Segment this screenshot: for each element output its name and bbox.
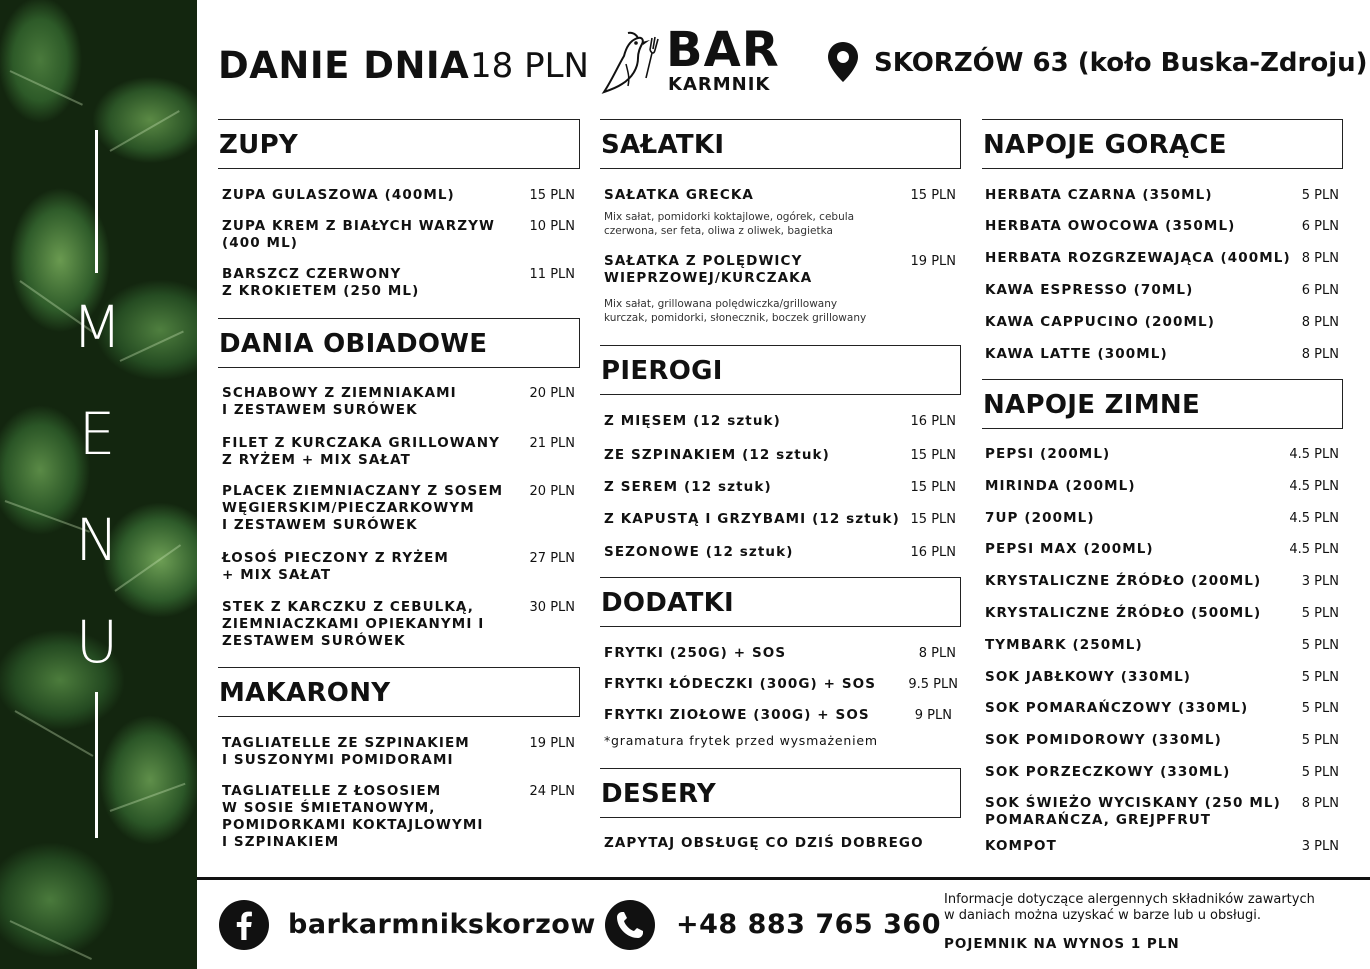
phone-icon[interactable] bbox=[605, 900, 655, 950]
item-price: 15 PLN bbox=[910, 188, 956, 203]
address: SKORZÓW 63 (koło Buska-Zdroju) bbox=[874, 48, 1368, 78]
leaf-background-panel bbox=[0, 0, 197, 969]
item-price: 20 PLN bbox=[529, 484, 575, 499]
item-name: HERBATA OWOCOWA (350ML) bbox=[985, 218, 1236, 234]
menu-item bbox=[604, 645, 956, 665]
takeaway-container-fee: POJEMNIK NA WYNOS 1 PLN bbox=[944, 936, 1180, 952]
menu-item bbox=[604, 447, 956, 467]
leaf-vein bbox=[110, 110, 180, 152]
item-price: 15 PLN bbox=[910, 448, 956, 463]
section-dania-obiadowe bbox=[218, 318, 580, 368]
section-makarony bbox=[218, 667, 580, 717]
item-name: KAWA LATTE (300ML) bbox=[985, 346, 1168, 362]
item-price: 5 PLN bbox=[1301, 765, 1339, 780]
item-description: Mix sałat, pomidorki koktajlowe, ogórek, cebula czerwona, ser feta, oliwa z oliwek, bagietka bbox=[604, 211, 855, 237]
item-description: Mix sałat, grillowana polędwiczka/grillowany kurczak, pomidorki, słonecznik, boczek grillowany bbox=[604, 298, 867, 324]
item-price: 4.5 PLN bbox=[1289, 542, 1339, 557]
item-name: TAGLIATELLE Z ŁOSOSIEM W SOSIE ŚMIETANOWYM, POMIDORKAMI KOKTAJLOWYMI I SZPINAKIEM bbox=[222, 783, 484, 850]
menu-item bbox=[985, 187, 1339, 207]
section-title: DODATKI bbox=[601, 588, 735, 618]
item-name: TYMBARK (250ML) bbox=[985, 637, 1143, 653]
item-name: PLACEK ZIEMNIACZANY Z SOSEM WĘGIERSKIM/PIECZARKOWYM I ZESTAWEM SURÓWEK bbox=[222, 483, 504, 533]
item-name: ZUPA GULASZOWA (400ML) bbox=[222, 187, 455, 203]
item-price: 15 PLN bbox=[910, 512, 956, 527]
item-price: 5 PLN bbox=[1301, 733, 1339, 748]
item-name: SAŁATKA GRECKA bbox=[604, 187, 754, 203]
item-name: FRYTKI ZIOŁOWE (300G) + SOS bbox=[604, 707, 870, 723]
item-name: STEK Z KARCZKU Z CEBULKĄ, ZIEMNIACZKAMI OPIEKANYMI I ZESTAWEM SURÓWEK bbox=[222, 599, 485, 649]
item-name: HERBATA CZARNA (350ML) bbox=[985, 187, 1213, 203]
phone-number[interactable]: +48 883 765 360 bbox=[676, 909, 941, 940]
menu-item bbox=[222, 435, 575, 471]
leaf-vein bbox=[110, 783, 186, 812]
menu-item bbox=[985, 795, 1339, 831]
item-price: 30 PLN bbox=[529, 600, 575, 615]
logo-karmnik-text: KARMNIK bbox=[668, 74, 771, 95]
section-title: PIEROGI bbox=[601, 356, 723, 386]
menu-item bbox=[604, 544, 956, 564]
item-name: KOMPOT bbox=[985, 838, 1057, 854]
menu-item bbox=[222, 735, 575, 771]
item-price: 27 PLN bbox=[529, 551, 575, 566]
item-name: Z MIĘSEM (12 sztuk) bbox=[604, 413, 781, 429]
section-zupy bbox=[218, 119, 580, 169]
item-price: 16 PLN bbox=[910, 414, 956, 429]
bird-logo-icon bbox=[598, 28, 664, 96]
item-name: Z KAPUSTĄ I GRZYBAMI (12 sztuk) bbox=[604, 511, 900, 527]
menu-item bbox=[985, 700, 1339, 720]
item-name: FRYTKI ŁÓDECZKI (300G) + SOS bbox=[604, 676, 877, 692]
menu-item bbox=[222, 483, 575, 537]
allergen-info: Informacje dotyczące alergennych składników zawartych w daniach można uzyskać w barze lub u obsługi. bbox=[944, 892, 1315, 923]
item-name: SOK ŚWIEŻO WYCISKANY (250 ML) POMARAŃCZA, GREJPFRUT bbox=[985, 795, 1281, 828]
section-title: ZUPY bbox=[219, 130, 299, 160]
menu-letter: U bbox=[75, 608, 119, 676]
menu-item bbox=[985, 637, 1339, 657]
menu-letter: E bbox=[78, 400, 116, 468]
leaf-vein bbox=[15, 710, 94, 757]
menu-item bbox=[985, 510, 1339, 530]
item-price: 11 PLN bbox=[529, 267, 575, 282]
menu-item bbox=[985, 605, 1339, 625]
section-title: DESERY bbox=[601, 779, 717, 809]
item-name: SOK POMARAŃCZOWY (330ML) bbox=[985, 700, 1249, 716]
item-name: TAGLIATELLE ZE SZPINAKIEM I SUSZONYMI POMIDORAMI bbox=[222, 735, 470, 768]
facebook-icon[interactable] bbox=[219, 900, 269, 950]
item-price: 9 PLN bbox=[914, 708, 952, 723]
item-price: 15 PLN bbox=[910, 480, 956, 495]
item-name: ZE SZPINAKIEM (12 sztuk) bbox=[604, 447, 830, 463]
menu-letter: N bbox=[75, 506, 119, 574]
item-price: 5 PLN bbox=[1301, 188, 1339, 203]
item-price: 4.5 PLN bbox=[1289, 511, 1339, 526]
menu-item bbox=[222, 599, 575, 653]
item-name: SCHABOWY Z ZIEMNIAKAMI I ZESTAWEM SURÓWEK bbox=[222, 385, 457, 418]
menu-item bbox=[222, 266, 575, 302]
section-title: SAŁATKI bbox=[601, 130, 725, 160]
item-name: ZUPA KREM Z BIAŁYCH WARZYW (400 ML) bbox=[222, 218, 495, 251]
item-name: SAŁATKA Z POLĘDWICY WIEPRZOWEJ/KURCZAKA bbox=[604, 253, 813, 286]
menu-item bbox=[985, 732, 1339, 752]
item-price: 21 PLN bbox=[529, 436, 575, 451]
menu-letter: M bbox=[71, 293, 123, 361]
item-price: 15 PLN bbox=[529, 188, 575, 203]
item-name: ŁOSOŚ PIECZONY Z RYŻEM + MIX SAŁAT bbox=[222, 550, 449, 583]
menu-item bbox=[985, 218, 1339, 238]
menu-item bbox=[604, 187, 956, 207]
menu-item bbox=[985, 250, 1339, 270]
menu-divider-line bbox=[95, 130, 98, 273]
menu-item bbox=[222, 385, 575, 421]
section-salatki bbox=[600, 119, 961, 169]
item-price: 19 PLN bbox=[910, 254, 956, 269]
menu-item bbox=[604, 253, 956, 289]
menu-item bbox=[222, 218, 575, 254]
item-price: 5 PLN bbox=[1301, 701, 1339, 716]
item-name: FRYTKI (250G) + SOS bbox=[604, 645, 787, 661]
menu-item bbox=[604, 707, 952, 727]
item-name: PEPSI MAX (200ML) bbox=[985, 541, 1154, 557]
menu-item bbox=[985, 446, 1339, 466]
menu-item bbox=[985, 764, 1339, 784]
item-price: 5 PLN bbox=[1301, 670, 1339, 685]
item-name: BARSZCZ CZERWONY Z KROKIETEM (250 ML) bbox=[222, 266, 420, 299]
item-name: Z SEREM (12 sztuk) bbox=[604, 479, 772, 495]
item-price: 3 PLN bbox=[1301, 839, 1339, 854]
item-price: 8 PLN bbox=[1301, 251, 1339, 266]
item-price: 19 PLN bbox=[529, 736, 575, 751]
facebook-handle[interactable]: barkarmnikskorzow bbox=[288, 909, 596, 940]
item-name: SOK PORZECZKOWY (330ML) bbox=[985, 764, 1231, 780]
section-title: MAKARONY bbox=[219, 678, 391, 708]
menu-item bbox=[222, 550, 575, 586]
leaf-vein bbox=[10, 70, 83, 106]
menu-item bbox=[604, 479, 956, 499]
item-name: MIRINDA (200ML) bbox=[985, 478, 1136, 494]
menu-item bbox=[985, 282, 1339, 302]
menu-item bbox=[222, 783, 575, 855]
footer-divider bbox=[197, 877, 1370, 880]
item-price: 24 PLN bbox=[529, 784, 575, 799]
item-price: 6 PLN bbox=[1301, 283, 1339, 298]
item-price: 8 PLN bbox=[1301, 796, 1339, 811]
section-title: NAPOJE GORĄCE bbox=[983, 130, 1227, 160]
item-price: 8 PLN bbox=[918, 646, 956, 661]
item-price: 6 PLN bbox=[1301, 219, 1339, 234]
item-price: 5 PLN bbox=[1301, 638, 1339, 653]
item-name: ZAPYTAJ OBSŁUGĘ CO DZIŚ DOBREGO bbox=[604, 835, 924, 851]
item-name: PEPSI (200ML) bbox=[985, 446, 1111, 462]
item-name: SEZONOWE (12 sztuk) bbox=[604, 544, 794, 560]
item-price: 4.5 PLN bbox=[1289, 447, 1339, 462]
menu-item bbox=[985, 346, 1339, 366]
daily-dish-title: DANIE DNIA bbox=[218, 44, 470, 87]
menu-item bbox=[604, 511, 956, 531]
item-price: 16 PLN bbox=[910, 545, 956, 560]
item-price: 20 PLN bbox=[529, 386, 575, 401]
item-price: 3 PLN bbox=[1301, 574, 1339, 589]
item-name: FILET Z KURCZAKA GRILLOWANY Z RYŻEM + MIX SAŁAT bbox=[222, 435, 501, 468]
section-desery bbox=[600, 768, 961, 818]
menu-item bbox=[985, 573, 1339, 593]
dessert-note bbox=[604, 835, 956, 855]
section-pierogi bbox=[600, 345, 961, 395]
item-price: 8 PLN bbox=[1301, 315, 1339, 330]
section-title: DANIA OBIADOWE bbox=[219, 329, 488, 359]
menu-item bbox=[985, 314, 1339, 334]
menu-item bbox=[222, 187, 575, 207]
bar-karmnik-logo bbox=[598, 22, 803, 96]
item-price: 5 PLN bbox=[1301, 606, 1339, 621]
item-name: KRYSTALICZNE ŹRÓDŁO (500ML) bbox=[985, 605, 1262, 621]
section-title: NAPOJE ZIMNE bbox=[983, 390, 1201, 420]
item-price: 4.5 PLN bbox=[1289, 479, 1339, 494]
menu-item bbox=[985, 541, 1339, 561]
item-name: KAWA ESPRESSO (70ML) bbox=[985, 282, 1194, 298]
item-name: KAWA CAPPUCINO (200ML) bbox=[985, 314, 1216, 330]
section-dodatki bbox=[600, 577, 961, 627]
menu-item bbox=[604, 413, 956, 433]
logo-bar-text: BAR bbox=[666, 22, 780, 78]
item-name: HERBATA ROZGRZEWAJĄCA (400ML) bbox=[985, 250, 1291, 266]
leaf-vein bbox=[10, 920, 92, 960]
item-name: 7UP (200ML) bbox=[985, 510, 1095, 526]
section-napoje-gorace bbox=[982, 119, 1343, 169]
menu-item bbox=[985, 838, 1339, 858]
menu-item bbox=[985, 478, 1339, 498]
item-price: 9.5 PLN bbox=[908, 677, 958, 692]
item-name: SOK POMIDOROWY (330ML) bbox=[985, 732, 1222, 748]
menu-item bbox=[985, 669, 1339, 689]
daily-dish-price: 18 PLN bbox=[470, 46, 589, 86]
section-napoje-zimne bbox=[982, 379, 1343, 429]
location-pin-icon bbox=[826, 40, 860, 84]
menu-item bbox=[604, 676, 958, 696]
item-name: SOK JABŁKOWY (330ML) bbox=[985, 669, 1192, 685]
fries-weight-note: *gramatura frytek przed wysmażeniem bbox=[604, 733, 878, 748]
item-price: 10 PLN bbox=[529, 219, 575, 234]
item-name: KRYSTALICZNE ŹRÓDŁO (200ML) bbox=[985, 573, 1262, 589]
item-price: 8 PLN bbox=[1301, 347, 1339, 362]
menu-divider-line bbox=[95, 692, 98, 838]
